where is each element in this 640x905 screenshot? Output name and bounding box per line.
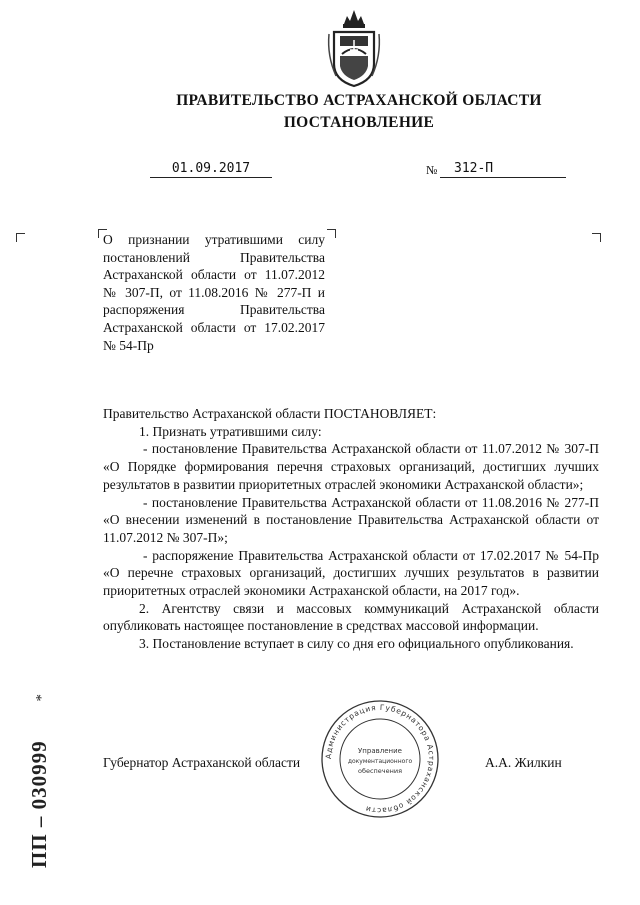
bracket-corner	[16, 233, 25, 242]
clause-1-b: - постановление Правительства Астраханской области от 11.08.2016 № 277-П «О внесении изменений в постановление Правительства Астраханской области от 11.07.2012 № 307-П»;	[103, 494, 599, 545]
bracket-corner	[327, 229, 336, 238]
bracket-corner	[592, 233, 601, 242]
document-number: 312-П	[440, 161, 566, 178]
document-subject: О признании утратившими силу постановлений Правительства Астраханской области от 11.07.2012 № 307-П, от 11.08.2016 № 277-П и распоряжения Правительства Астраханской области от 17.02.2017 № 54-Пр	[103, 232, 325, 353]
stamp-line-2: документационного	[347, 758, 413, 765]
signatory-role: Губернатор Астраханской области	[103, 755, 301, 770]
clause-1-a: - постановление Правительства Астраханской области от 11.07.2012 № 307-П «О Порядке формирования перечня страховых организаций, достигших лучших результатов в развитии приоритетных отраслей экономики Астраханской области»;	[103, 441, 599, 492]
clause-3: 3. Постановление вступает в силу со дня его официального опубликования.	[139, 636, 574, 652]
margin-code: ПП – 030999	[27, 740, 51, 868]
stamp-line-1: Управление	[358, 747, 402, 755]
margin-mark: *	[28, 694, 44, 702]
clause-1-c: - распоряжение Правительства Астраханской области от 17.02.2017 № 54-Пр «О перечне страховых организаций, достигших лучших результатов в развитии приоритетных отраслей экономики Астраханской области, на 2017 год».	[103, 547, 599, 599]
clause-1: 1. Признать утратившими силу:	[139, 423, 322, 439]
clause-2: 2. Агентству связи и массовых коммуникаций Астраханской области опубликовать настоящее постановление в средствах массовой информации.	[103, 600, 599, 634]
signatory-name: А.А. Жилкин	[485, 755, 562, 770]
document-body	[103, 405, 599, 653]
margin-stamp	[24, 688, 64, 868]
stamp-line-3: обеспечения	[357, 767, 403, 775]
government-title: ПРАВИТЕЛЬСТВО АСТРАХАНСКОЙ ОБЛАСТИ	[176, 92, 542, 109]
coat-of-arms-icon	[326, 6, 382, 88]
number-sign: №	[426, 163, 438, 177]
document-type: ПОСТАНОВЛЕНИЕ	[283, 114, 435, 131]
stamp-outer-text: Администрация Губернатора Астраханской области	[323, 702, 437, 816]
official-stamp	[318, 697, 442, 821]
document-date: 01.09.2017	[150, 161, 272, 178]
preamble: Правительство Астраханской области ПОСТАНОВЛЯЕТ:	[103, 406, 437, 421]
